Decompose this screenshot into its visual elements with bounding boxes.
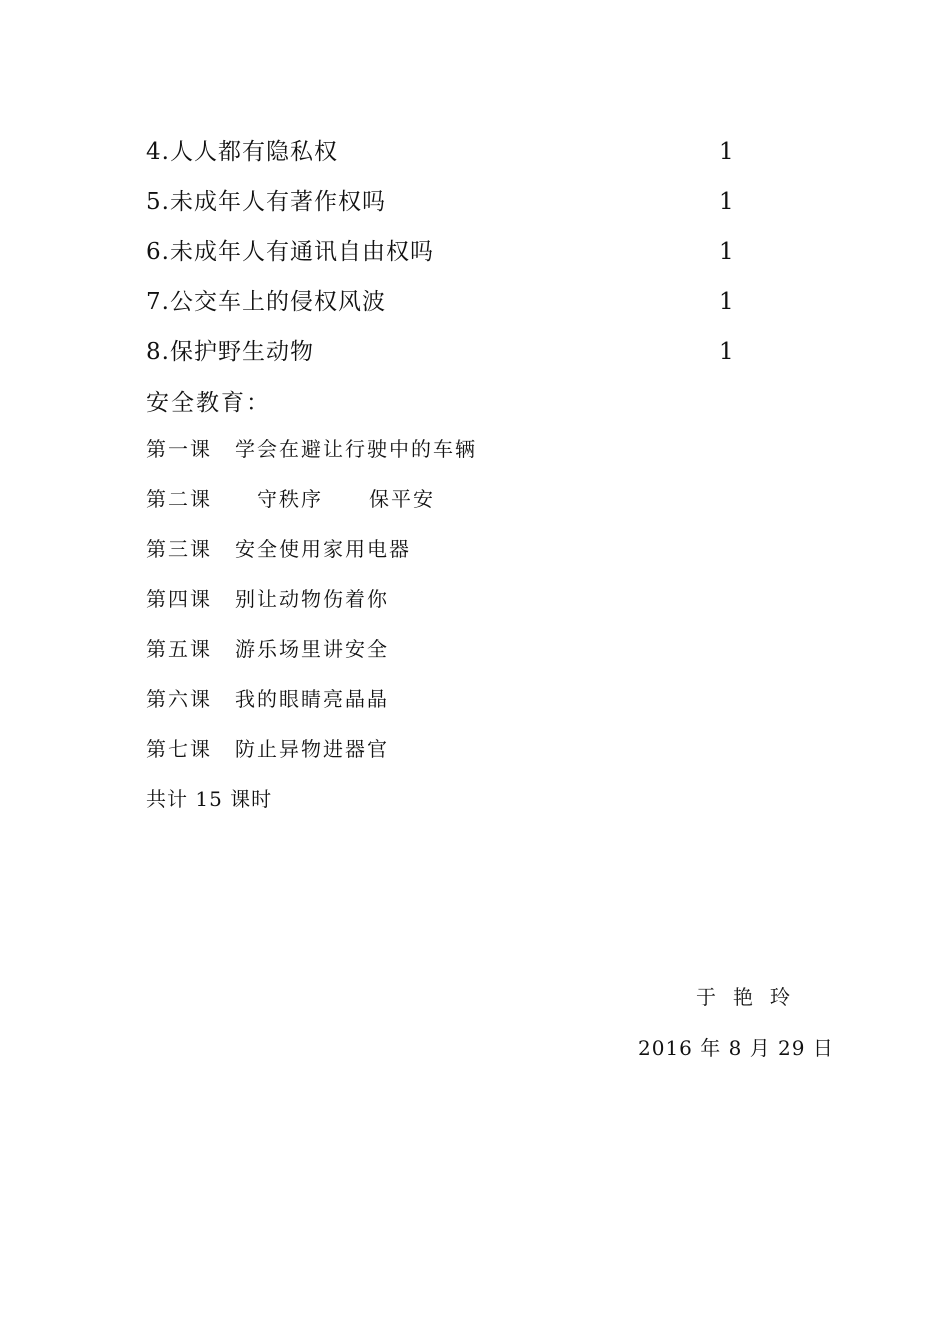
safety-lesson-title: 学会在避让行驶中的车辆 [235, 437, 477, 461]
author-signature: 于艳玲 [696, 985, 807, 1009]
safety-lesson-title: 我的眼睛亮晶晶 [235, 687, 389, 711]
safety-lesson-row [146, 432, 746, 482]
safety-lesson-row [146, 532, 746, 582]
safety-lesson-list [146, 432, 746, 782]
safety-lesson-row [146, 582, 746, 632]
lesson-title: 4.人人都有隐私权 [146, 139, 338, 165]
safety-lesson-title: 守秩序 [257, 487, 323, 511]
safety-lesson-number: 第一课 [146, 437, 212, 461]
safety-lesson-title: 别让动物伤着你 [235, 587, 389, 611]
lesson-row [146, 132, 746, 182]
safety-lesson-number: 第七课 [146, 737, 212, 761]
safety-lesson-row [146, 632, 746, 682]
lesson-title: 8.保护野生动物 [146, 339, 314, 365]
safety-lesson-row [146, 732, 746, 782]
lesson-hours: 1 [719, 139, 735, 165]
lesson-row [146, 232, 746, 282]
lesson-hours: 1 [719, 339, 735, 365]
safety-lesson-title-second: 保平安 [369, 487, 435, 511]
safety-lesson-title: 安全使用家用电器 [235, 537, 411, 561]
safety-lesson-number: 第五课 [146, 637, 212, 661]
lesson-hours: 1 [719, 239, 735, 265]
lesson-title: 7.公交车上的侵权风波 [146, 289, 386, 315]
lesson-row [146, 282, 746, 332]
lesson-row [146, 182, 746, 232]
lesson-hours: 1 [719, 289, 735, 315]
safety-lesson-row [146, 682, 746, 732]
signature-date: 2016 年 8 月 29 日 [638, 1036, 834, 1060]
lesson-row [146, 332, 746, 382]
safety-lesson-number: 第六课 [146, 687, 212, 711]
safety-lesson-title: 防止异物进器官 [235, 737, 389, 761]
safety-section-heading: 安全教育： [146, 390, 271, 416]
lesson-list [146, 132, 746, 382]
safety-lesson-number: 第四课 [146, 587, 212, 611]
total-hours: 共计 15 课时 [146, 787, 273, 811]
lesson-hours: 1 [719, 189, 735, 215]
safety-lesson-number: 第二课 [146, 487, 212, 511]
lesson-title: 5.未成年人有著作权吗 [146, 189, 386, 215]
safety-lesson-row [146, 482, 746, 532]
safety-lesson-number: 第三课 [146, 537, 212, 561]
safety-lesson-title: 游乐场里讲安全 [235, 637, 389, 661]
lesson-title: 6.未成年人有通讯自由权吗 [146, 239, 434, 265]
